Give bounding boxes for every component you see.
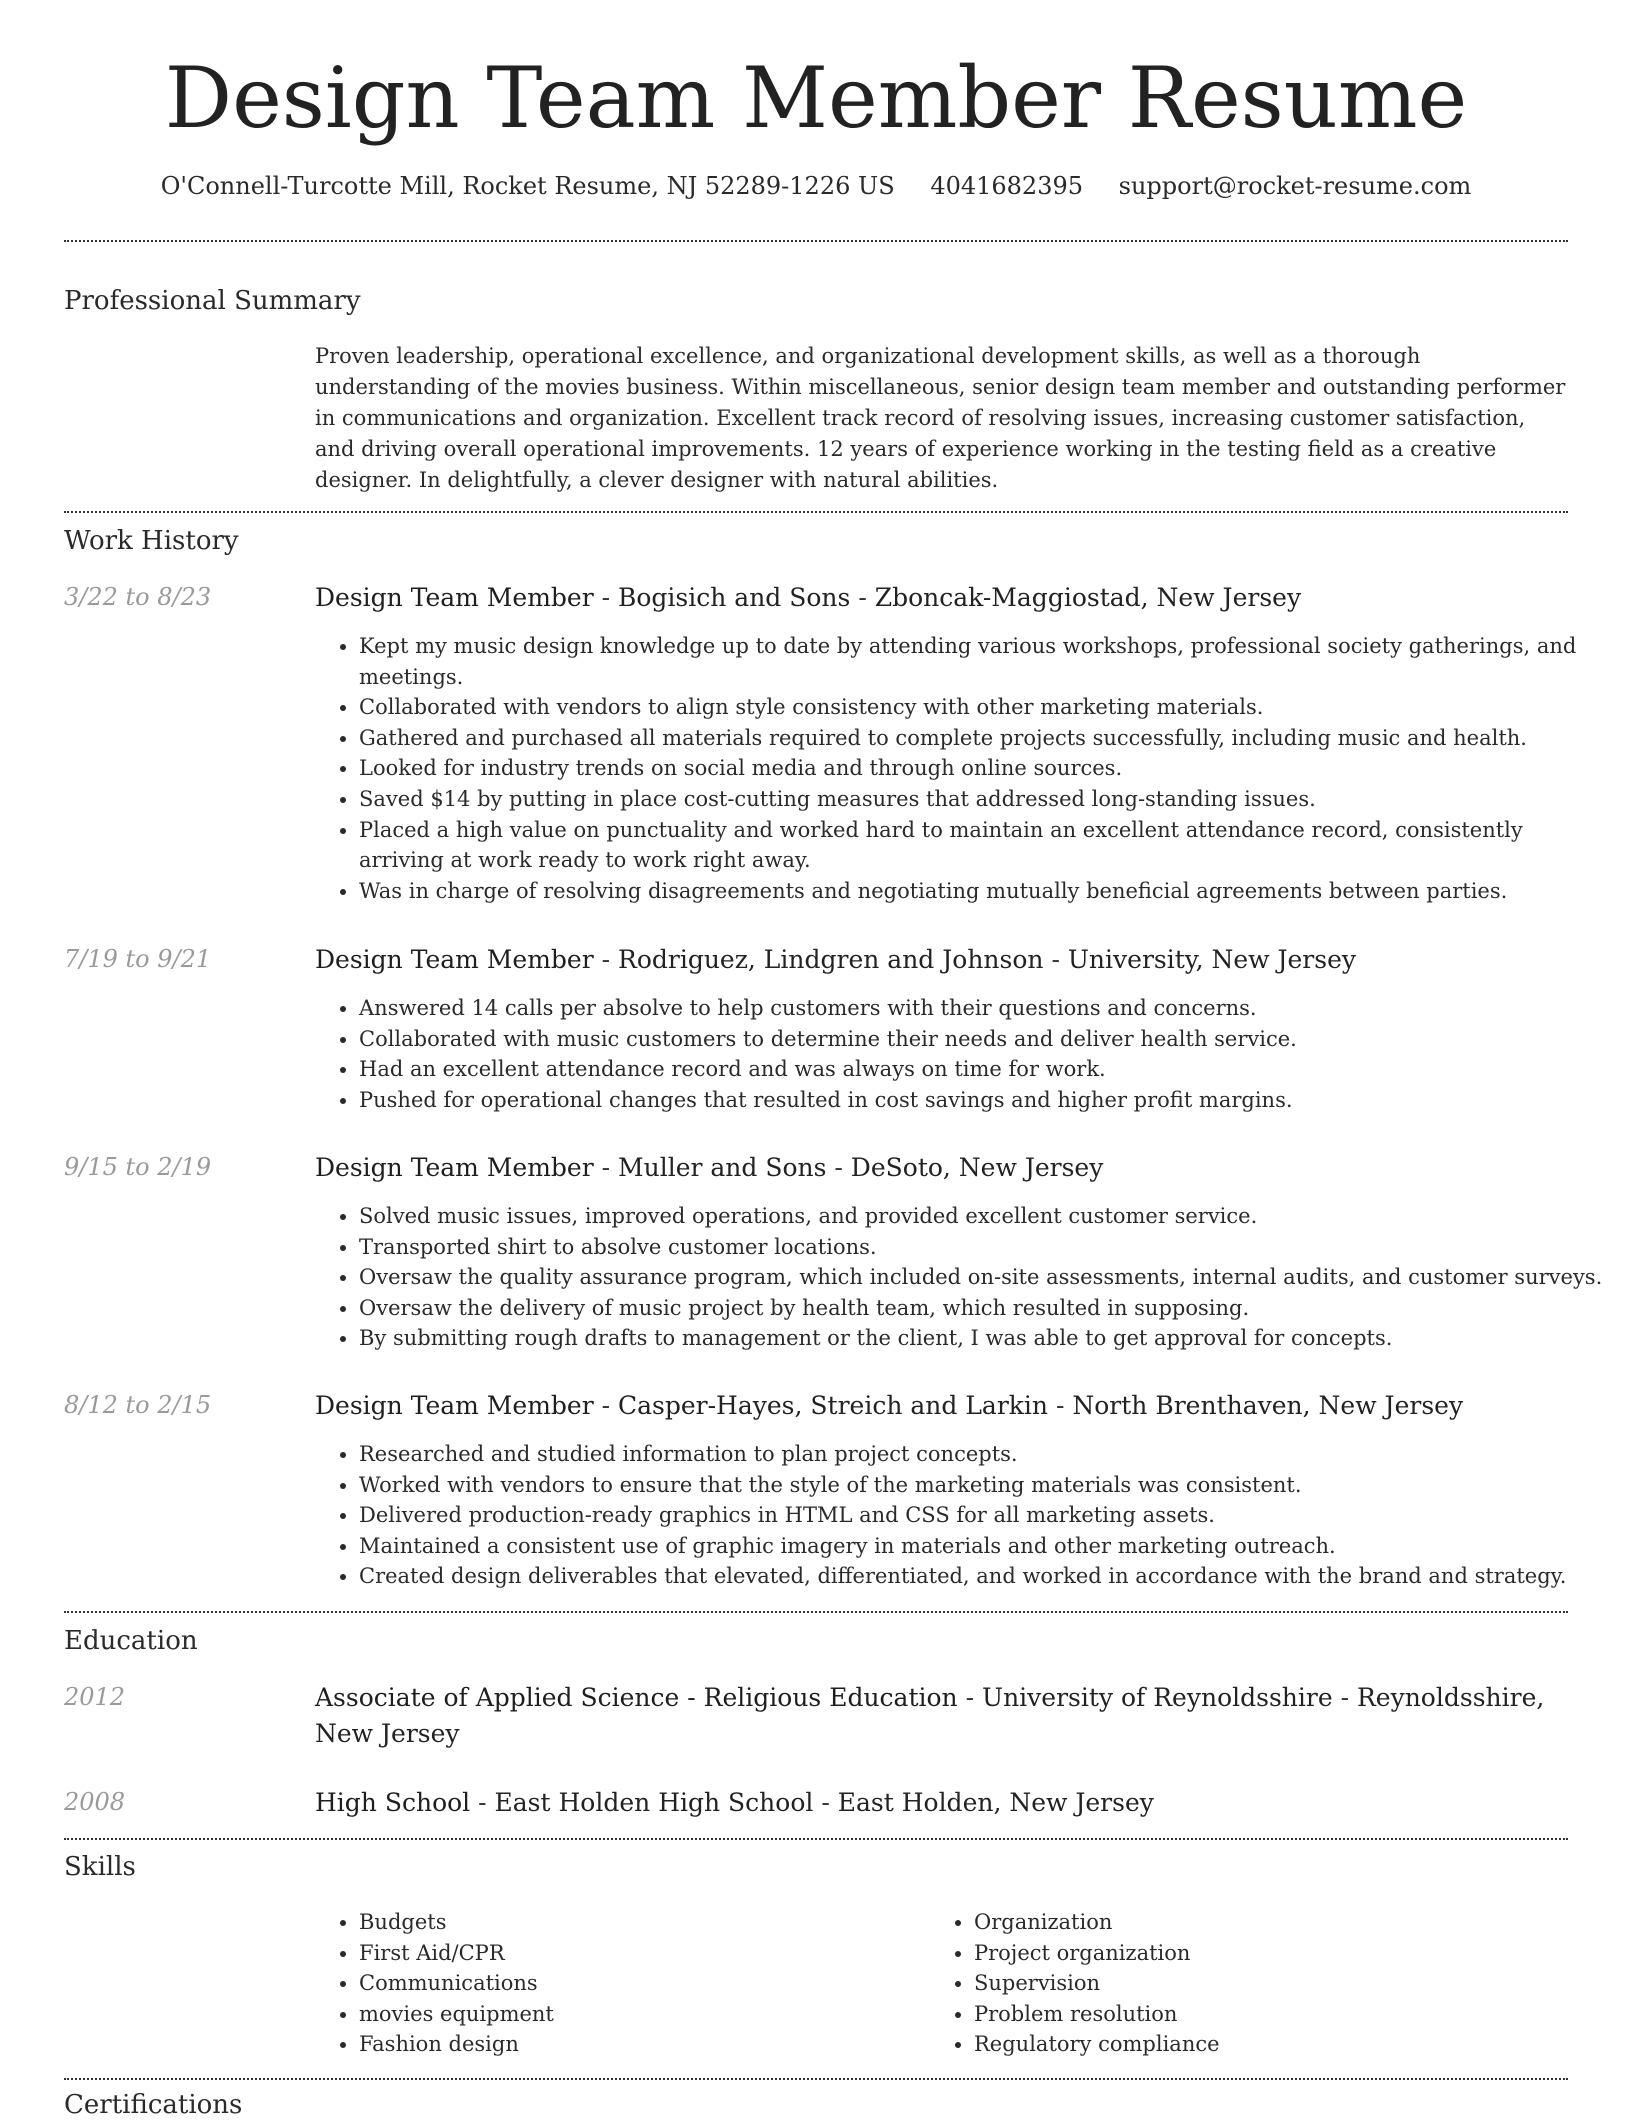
- list-item: • Collaborated with music customers to determine their needs and deliver health service.: [359, 1024, 1612, 1055]
- divider: [64, 511, 1568, 513]
- skill-item: • Communications: [359, 1968, 919, 1999]
- degree: Associate of Applied Science - Religious Education: [315, 1683, 958, 1712]
- skill-item: • First Aid/CPR: [359, 1938, 919, 1969]
- skill-item: • Regulatory compliance: [974, 2029, 1534, 2060]
- education-year: 2008: [64, 1788, 126, 1816]
- section-title-summary: Professional Summary: [64, 286, 361, 316]
- summary-text: Proven leadership, operational excellence, and organizational development skills, as well as a thorough understanding of the movies business. Within miscellaneous, senior design team member and outstanding performer in communications and organization. Excellent track record of resolving issues, increasing customer satisfaction, and driving overall operational improvements. 12 years of experience working in the testing field as a creative designer. In delightfully, a clever designer with natural abilities.: [315, 344, 1566, 492]
- list-item: • Collaborated with vendors to align style consistency with other marketing materials.: [359, 692, 1612, 723]
- skills-list-left: [315, 1907, 919, 2060]
- list-item: • Transported shirt to absolve customer locations.: [359, 1232, 1612, 1263]
- skill-item: • Budgets: [359, 1907, 919, 1938]
- list-item: • By submitting rough drafts to management or the client, I was able to get approval for concepts.: [359, 1323, 1612, 1354]
- list-item: • Kept my music design knowledge up to date by attending various workshops, professional society gatherings, and meetings.: [359, 631, 1612, 692]
- location: DeSoto, New Jersey: [850, 1153, 1104, 1182]
- work-dates: 8/12 to 2/15: [64, 1391, 212, 1419]
- job-title: Design Team Member: [315, 1153, 594, 1182]
- skill-item: • movies equipment: [359, 1999, 919, 2030]
- list-item: • Researched and studied information to plan project concepts.: [359, 1439, 1612, 1470]
- work-dates: 7/19 to 9/21: [64, 945, 212, 973]
- location: University, New Jersey: [1067, 945, 1356, 974]
- skill-item: • Organization: [974, 1907, 1534, 1938]
- skills-list-right: [930, 1907, 1534, 2060]
- email[interactable]: support@rocket-resume.com: [1118, 172, 1472, 200]
- skill-item: • Fashion design: [359, 2029, 919, 2060]
- education-heading: Associate of Applied Science - Religious Education - University of Reynoldsshire - Reynoldsshire, New Jersey: [315, 1683, 1545, 1748]
- work-bullets: [315, 631, 1612, 906]
- work-heading: Design Team Member - Muller and Sons - DeSoto, New Jersey: [315, 1153, 1104, 1182]
- work-bullets: [315, 1201, 1612, 1354]
- divider: [64, 240, 1568, 242]
- school: University of Reynoldsshire: [982, 1683, 1333, 1712]
- company: Rodriguez, Lindgren and Johnson: [618, 945, 1044, 974]
- list-item: • Oversaw the delivery of music project by health team, which resulted in supposing.: [359, 1293, 1612, 1324]
- list-item: • Solved music issues, improved operations, and provided excellent customer service.: [359, 1201, 1612, 1232]
- location: East Holden, New Jersey: [837, 1788, 1154, 1817]
- contact-line: [64, 170, 1568, 202]
- list-item: • Was in charge of resolving disagreements and negotiating mutually beneficial agreements between parties.: [359, 876, 1612, 907]
- job-title: Design Team Member: [315, 1391, 594, 1420]
- phone: 4041682395: [930, 172, 1084, 200]
- list-item: • Worked with vendors to ensure that the style of the marketing materials was consistent.: [359, 1470, 1612, 1501]
- job-title: Design Team Member: [315, 583, 594, 612]
- location: Reynoldsshire, New Jersey: [315, 1683, 1545, 1748]
- company: Casper-Hayes, Streich and Larkin: [618, 1391, 1049, 1420]
- list-item: • Delivered production-ready graphics in HTML and CSS for all marketing assets.: [359, 1500, 1612, 1531]
- list-item: • Maintained a consistent use of graphic imagery in materials and other marketing outreach.: [359, 1531, 1612, 1562]
- education-heading: High School - East Holden High School - East Holden, New Jersey: [315, 1788, 1154, 1817]
- skill-item: • Supervision: [974, 1968, 1534, 1999]
- divider: [64, 1611, 1568, 1613]
- divider: [64, 1838, 1568, 1840]
- section-title-education: Education: [64, 1626, 198, 1656]
- section-title-skills: Skills: [64, 1852, 136, 1882]
- list-item: • Looked for industry trends on social media and through online sources.: [359, 753, 1612, 784]
- work-heading: Design Team Member - Casper-Hayes, Streich and Larkin - North Brenthaven, New Jersey: [315, 1391, 1464, 1420]
- education-year: 2012: [64, 1683, 126, 1711]
- divider: [64, 2078, 1568, 2080]
- list-item: • Oversaw the quality assurance program, which included on-site assessments, internal audits, and customer surveys.: [359, 1262, 1612, 1293]
- list-item: • Answered 14 calls per absolve to help customers with their questions and concerns.: [359, 993, 1612, 1024]
- location: North Brenthaven, New Jersey: [1072, 1391, 1464, 1420]
- list-item: • Pushed for operational changes that resulted in cost savings and higher profit margins.: [359, 1085, 1612, 1116]
- location: Zboncak-Maggiostad, New Jersey: [874, 583, 1302, 612]
- job-title: Design Team Member: [315, 945, 594, 974]
- work-dates: 9/15 to 2/19: [64, 1153, 212, 1181]
- skill-item: • Project organization: [974, 1938, 1534, 1969]
- work-bullets: [315, 1439, 1612, 1592]
- list-item: • Created design deliverables that elevated, differentiated, and worked in accordance with the brand and strategy.: [359, 1561, 1612, 1592]
- list-item: • Saved $14 by putting in place cost-cutting measures that addressed long-standing issues.: [359, 784, 1612, 815]
- list-item: • Had an excellent attendance record and was always on time for work.: [359, 1054, 1612, 1085]
- list-item: • Placed a high value on punctuality and worked hard to maintain an excellent attendance record, consistently arriving at work ready to work right away.: [359, 815, 1612, 876]
- work-heading: Design Team Member - Rodriguez, Lindgren and Johnson - University, New Jersey: [315, 945, 1356, 974]
- work-dates: 3/22 to 8/23: [64, 583, 212, 611]
- skill-item: • Problem resolution: [974, 1999, 1534, 2030]
- company: Bogisich and Sons: [618, 583, 851, 612]
- work-heading: Design Team Member - Bogisich and Sons - Zboncak-Maggiostad, New Jersey: [315, 583, 1302, 612]
- company: Muller and Sons: [618, 1153, 827, 1182]
- list-item: • Gathered and purchased all materials required to complete projects successfully, including music and health.: [359, 723, 1612, 754]
- section-title-work-history: Work History: [64, 526, 239, 556]
- resume-title: Design Team Member Resume: [164, 49, 1468, 147]
- section-title-certifications: Certifications: [64, 2090, 243, 2120]
- degree: High School: [315, 1788, 471, 1817]
- address: O'Connell-Turcotte Mill, Rocket Resume, NJ 52289-1226 US: [160, 172, 895, 200]
- school: East Holden High School: [494, 1788, 814, 1817]
- work-bullets: [315, 993, 1612, 1115]
